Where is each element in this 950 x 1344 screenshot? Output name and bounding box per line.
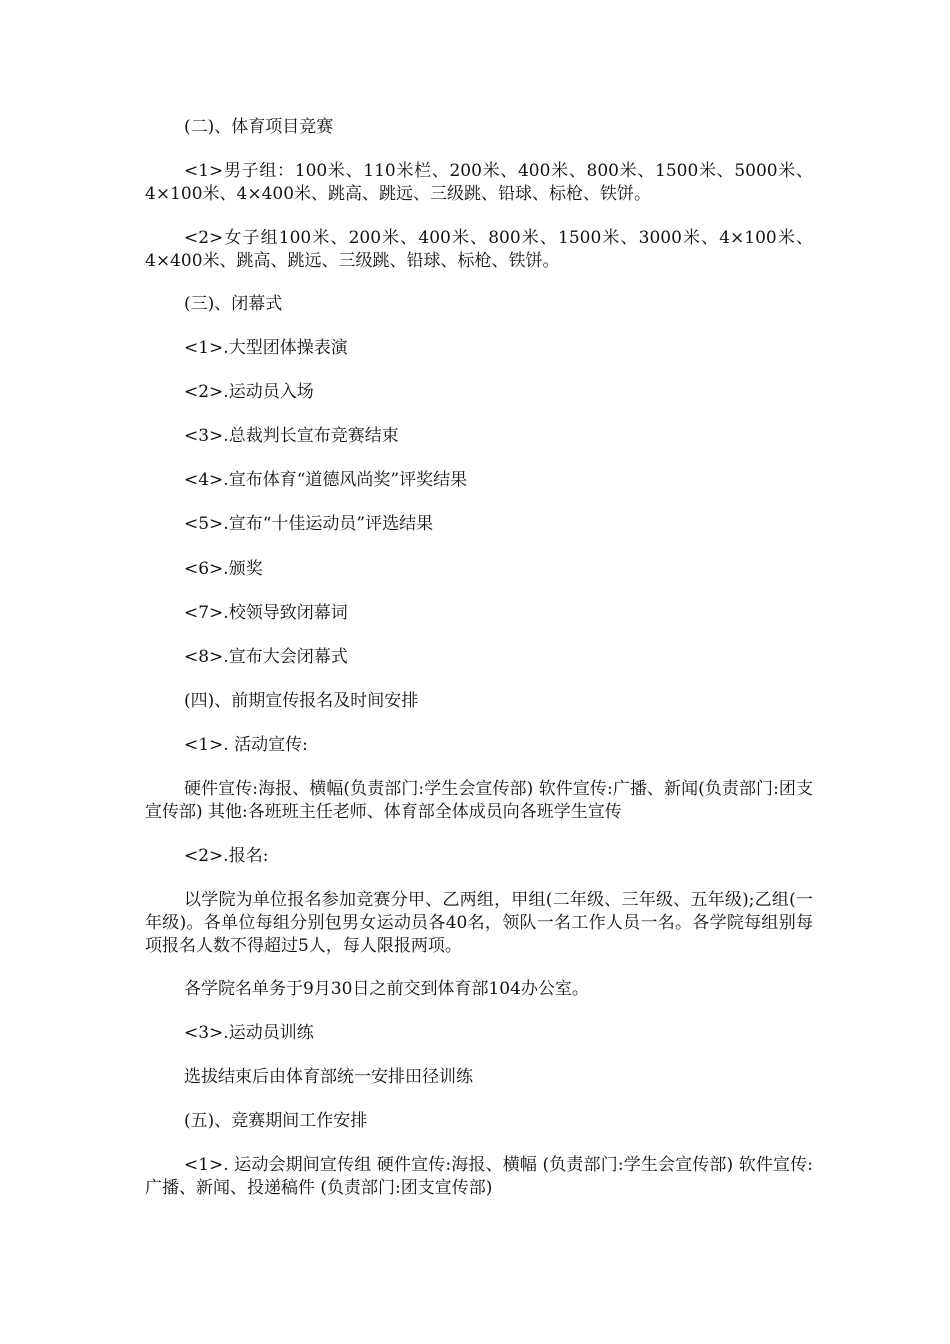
closing-item-8: <8>.宣布大会闭幕式 (184, 647, 348, 667)
paragraph-publicity-group: <1>. 运动会期间宣传组 硬件宣传:海报、横幅 (负责部门:学生会宣传部) 软件宣传:广播、新闻、投递稿件 (负责部门:团支宣传部) (145, 1155, 813, 1198)
closing-item-1: <1>.大型团体操表演 (184, 338, 348, 358)
subheading-publicity: <1>. 活动宣传: (184, 735, 308, 755)
paragraph-women-events: <2>女子组100米、200米、400米、800米、1500米、3000米、4×100米、4×400米、跳高、跳远、三级跳、铅球、标枪、铁饼。 (145, 228, 813, 271)
subheading-registration: <2>.报名: (184, 846, 269, 866)
closing-item-4: <4>.宣布体育“道德风尚奖”评奖结果 (184, 470, 468, 490)
closing-item-7: <7>.校领导致闭幕词 (184, 603, 348, 623)
section-heading-competition-work: (五)、竞赛期间工作安排 (184, 1111, 368, 1131)
paragraph-publicity-details: 硬件宣传:海报、横幅(负责部门:学生会宣传部) 软件宣传:广播、新闻(负责部门:团支宣传部) 其他:各班班主任老师、体育部全体成员向各班学生宣传 (145, 779, 813, 822)
closing-item-3: <3>.总裁判长宣布竞赛结束 (184, 426, 399, 446)
subheading-athlete-training: <3>.运动员训练 (184, 1023, 314, 1043)
closing-item-6: <6>.颁奖 (184, 559, 263, 579)
paragraph-registration-deadline: 各学院名单务于9月30日之前交到体育部104办公室。 (184, 979, 589, 999)
section-heading-sports-events: (二)、体育项目竞赛 (184, 117, 334, 137)
paragraph-men-events: <1>男子组：100米、110米栏、200米、400米、800米、1500米、5000米、4×100米、4×400米、跳高、跳远、三级跳、铅球、标枪、铁饼。 (145, 161, 813, 204)
closing-item-5: <5>.宣布“十佳运动员”评选结果 (184, 514, 434, 534)
closing-item-2: <2>.运动员入场 (184, 382, 314, 402)
section-heading-closing-ceremony: (三)、闭幕式 (184, 294, 283, 314)
section-heading-publicity-registration: (四)、前期宣传报名及时间安排 (184, 691, 419, 711)
paragraph-registration-rules: 以学院为单位报名参加竞赛分甲、乙两组，甲组(二年级、三年级、五年级);乙组(一年级)。各单位每组分别包男女运动员各40名，领队一名工作人员一名。各学院每组别每项报名人数不得超过5人，每人限报两项。 (145, 890, 813, 956)
paragraph-training: 选拔结束后由体育部统一安排田径训练 (184, 1067, 473, 1087)
